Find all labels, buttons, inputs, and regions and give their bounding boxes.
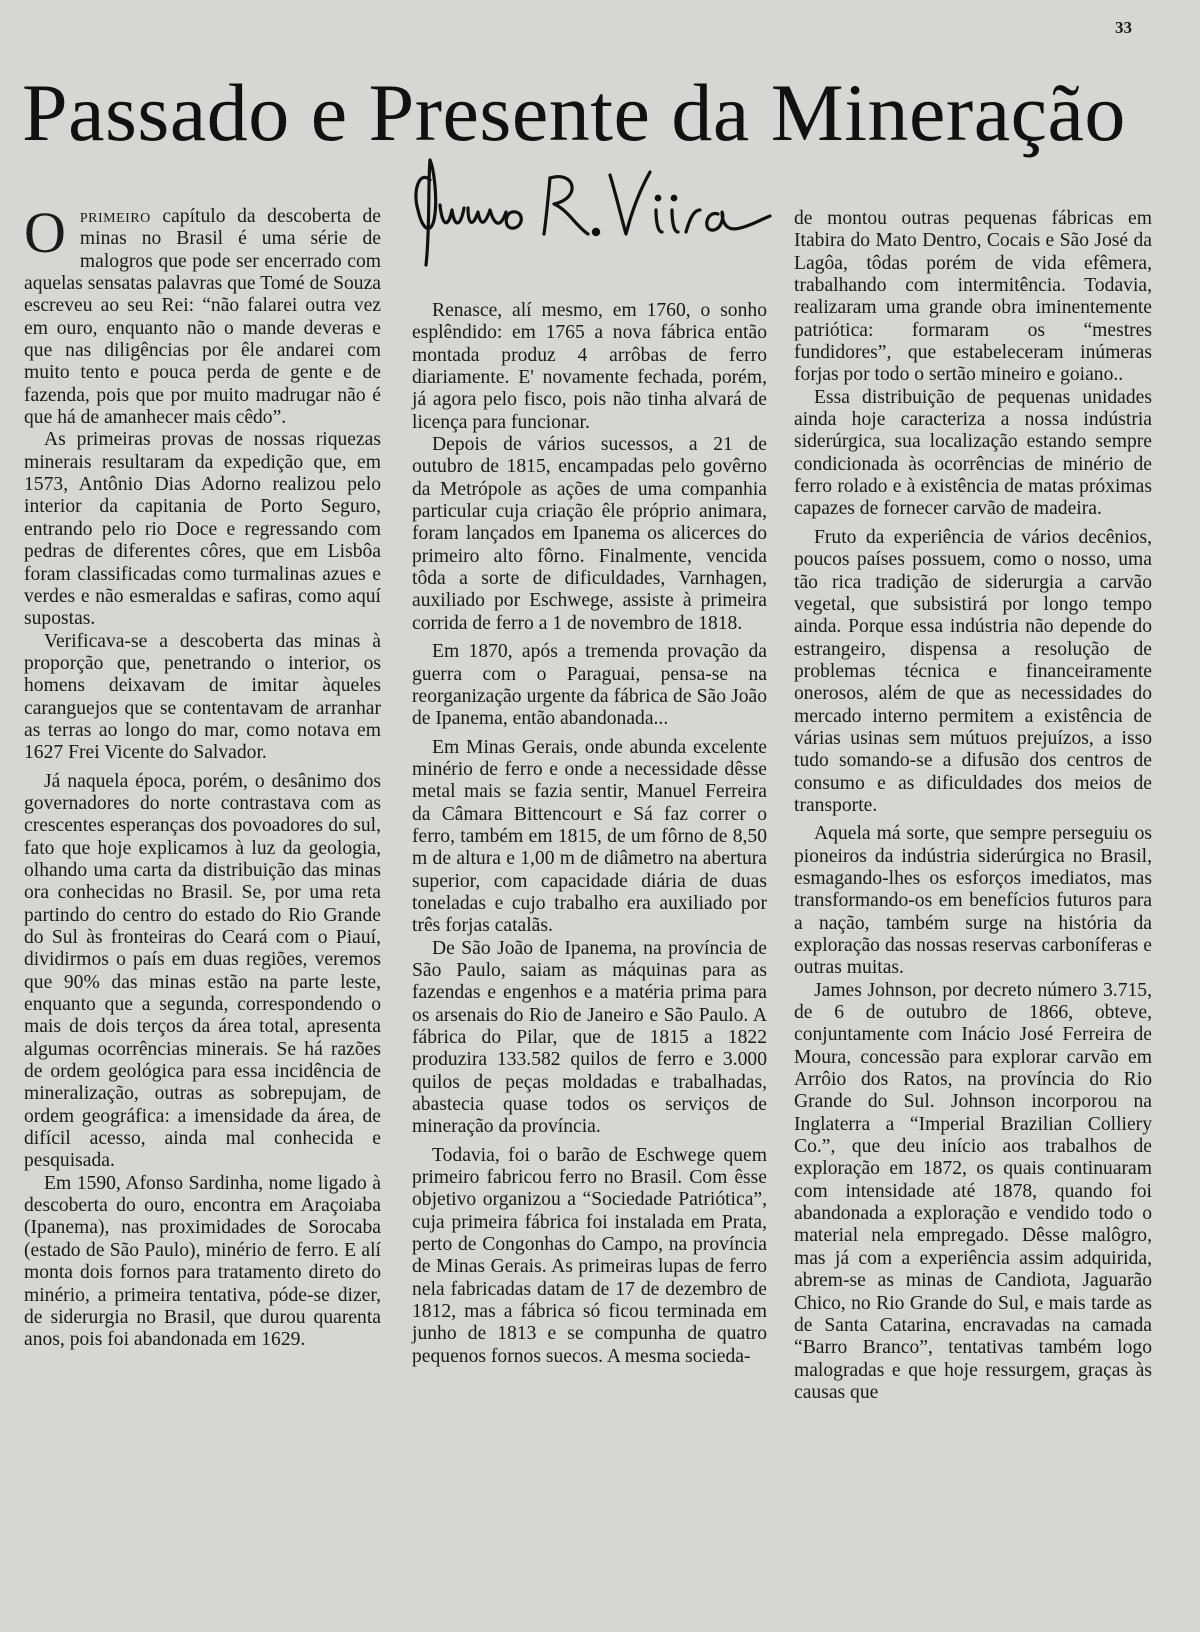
paragraph: Todavia, foi o barão de Eschwege quem primeiro fabricou ferro no Brasil. Com êsse objetivo organizou a “Sociedade Patriótica”, cuja primeira fábrica foi instalada em Prata, perto de Congonhas do Campo, na província de Minas Gerais. As primeiras lupas de ferro nela fabricadas datam de 17 de dezembro de 1812, mas a fábrica só ficou terminada em junho de 1813 e se compunha de quatro pequenos fornos suecos. A mesma socieda- (412, 1144, 767, 1367)
article-column-1 (24, 200, 381, 1352)
paragraph: Em 1870, após a tremenda provação da guerra com o Paraguai, pensa-se na reorganização urgente da fábrica de São João de Ipanema, então abandonada... (412, 641, 767, 730)
paragraph: Já naquela época, porém, o desânimo dos governadores do norte contrastava com as crescentes esperanças dos povoadores do sul, fato que hoje explicamos à luz da geologia, olhando uma carta da distribuição das minas ora conhecidas no Brasil. Se, por uma reta partindo do centro do estado do Rio Grande do Sul às fronteiras do Ceará com o Piauí, dividirmos o país em duas regiões, veremos que 90% das minas estão na parte leste, enquanto que a segunda, correspondendo o mais de dois terços da área total, apresenta algumas ocorrências minerais. Se há razões de ordem geológica para essa incidência de mineralização, outras as sobrepujam, de ordem geográfica: a imensidade da área, de difícil acesso, ainda mal conhecida e pesquisada. (24, 770, 381, 1172)
paragraph: Aquela má sorte, que sempre perseguiu os pioneiros da indústria siderúrgica no Brasil, esmagando-lhes os esforços imediatos, mas transformando-os em benefícios futuros para a nação, também surge na história da exploração das nossas reservas carboníferas e outras muitas. (794, 823, 1152, 979)
author-signature (400, 150, 780, 280)
signature-image (400, 150, 780, 280)
article-column-2 (412, 300, 767, 1368)
paragraph (24, 200, 381, 429)
paragraph: Em Minas Gerais, onde abunda excelente minério de ferro e onde a necessidade dêsse metal mais se fazia sentir, Manuel Ferreira da Câmara Bittencourt e Sá faz correr o ferro, também em 1815, de um fôrno de 8,50 m de altura e 1,00 m de diâmetro na abertura superior, com capacidade diária de duas toneladas e cujo trabalho era auxiliado por três forjas catalãs. (412, 736, 767, 937)
drop-cap: O (24, 200, 66, 265)
paragraph: As primeiras provas de nossas riquezas minerais resultaram da expedição que, em 1573, Antônio Dias Adorno realizou pelo interior da capitania de Porto Seguro, entrando pelo rio Doce e regressando com pedras de diferentes côres, que em Lisbôa foram classificadas como turmalinas azues e verdes e não esmeraldas e safiras, como aquí supostas. (24, 429, 381, 630)
paragraph-text: capítulo da descoberta de minas no Brasil é uma série de malogros que pode ser encerrado com aquelas sensatas palavras que Tomé de Souza escreveu ao seu Rei: “não falarei outra vez em ouro, enquanto não o mande deveras e que nas diligências por êle andarei com muito tento e pouca perda de gente e de fazenda, pois que por muito madrugar não é que há de amanhecer mais cêdo”. (24, 206, 381, 429)
paragraph: de montou outras pequenas fábricas em Itabira do Mato Dentro, Cocais e São José da Lagôa, tôdas porém de vida efêmera, trabalhando com intermitência. Todavia, realizaram uma grande obra iminentemente patriótica: formaram os “mestres fundidores”, que estabeleceram inúmeras forjas por todo o sertão mineiro e goiano.. (794, 208, 1152, 386)
lead-word: primeiro (79, 206, 151, 227)
paragraph: De São João de Ipanema, na província de São Paulo, saiam as máquinas para as fazendas e engenhos e a matéria prima para os arsenais do Rio de Janeiro e São Paulo. A fábrica do Pilar, que de 1815 a 1822 produzira 133.582 quilos de ferro e 3.000 quilos de peças moldadas e trabalhadas, abastecia quase todos os serviços de mineração da província. (412, 937, 767, 1138)
paragraph: Renasce, alí mesmo, em 1760, o sonho esplêndido: em 1765 a nova fábrica então montada produz 4 arrôbas de ferro diariamente. E' novamente fechada, porém, já agora pelo fisco, pois não tinha alvará de licença para funcionar. (412, 300, 767, 433)
article-column-3 (794, 208, 1152, 1404)
paragraph: Em 1590, Afonso Sardinha, nome ligado à descoberta do ouro, encontra em Araçoiaba (Ipanema), nas proximidades de Sorocaba (estado de São Paulo), minério de ferro. E alí monta dois fornos para tratamento direto do minério, a primeira tentativa, póde-se dizer, de siderurgia no Brasil, que durou quarenta anos, pois foi abandonada em 1629. (24, 1172, 381, 1351)
paragraph: Verificava-se a descoberta das minas à proporção que, penetrando o interior, os homens deixavam de imitar àqueles caranguejos que se contentavam de arranhar as terras ao longo do mar, como notava em 1627 Frei Vicente do Salvador. (24, 630, 381, 764)
paragraph: James Johnson, por decreto número 3.715, de 6 de outubro de 1866, obteve, conjuntamente com Inácio José Ferreira de Moura, concessão para explorar carvão em Arrôio dos Ratos, na província do Rio Grande do Sul. Johnson incorporou na Inglaterra a “Imperial Brazilian Colliery Co.”, que deu início aos trabalhos de exploração em 1872, os quais continuaram com intensidade até 1878, quando foi abandonada a exploração e vendido todo o material nela empregado. Dêsse malôgro, mas já com a experiência assim adquirida, abrem-se as minas de Candiota, Jaguarão Chico, no Rio Grande do Sul, e mais tarde as de Santa Catarina, encravadas na camada “Barro Branco”, tentativas também logo malogradas e que hoje ressurgem, graças às causas que (794, 979, 1152, 1403)
paragraph: Depois de vários sucessos, a 21 de outubro de 1815, encampadas pelo govêrno da Metrópole as ações de uma companhia particular cuja criação êle próprio animara, foram lançados em Ipanema os alicerces do primeiro alto fôrno. Finalmente, vencida tôda a sorte de dificuldades, Varnhagen, auxiliado por Eschwege, assiste à primeira corrida de ferro a 1 de novembro de 1818. (412, 434, 767, 634)
page-number: 33 (1115, 18, 1132, 37)
paragraph: Fruto da experiência de vários decênios, poucos países possuem, como o nosso, uma tão rica tradição de siderurgia a carvão vegetal, que subsistirá por longo tempo ainda. Porque essa indústria não depende do estrangeiro, dispensa a resolução de problemas técnica e financeiramente onerosos, além de que as necessidades do mercado interno permitem a existência de várias usinas sem mútuos prejuízos, a isso tudo somando-se a difusão dos centros de consumo e as dificuldades dos meios de transporte. (794, 526, 1152, 816)
paragraph: Essa distribuição de pequenas unidades ainda hoje caracteriza a nossa indústria siderúrgica, sua localização estando sempre condicionada às ocorrências de minério de ferro rolado e à existência de matas próximas capazes de fornecer carvão de madeira. (794, 386, 1152, 520)
article-title: Passado e Presente da Mineração (22, 67, 1126, 158)
